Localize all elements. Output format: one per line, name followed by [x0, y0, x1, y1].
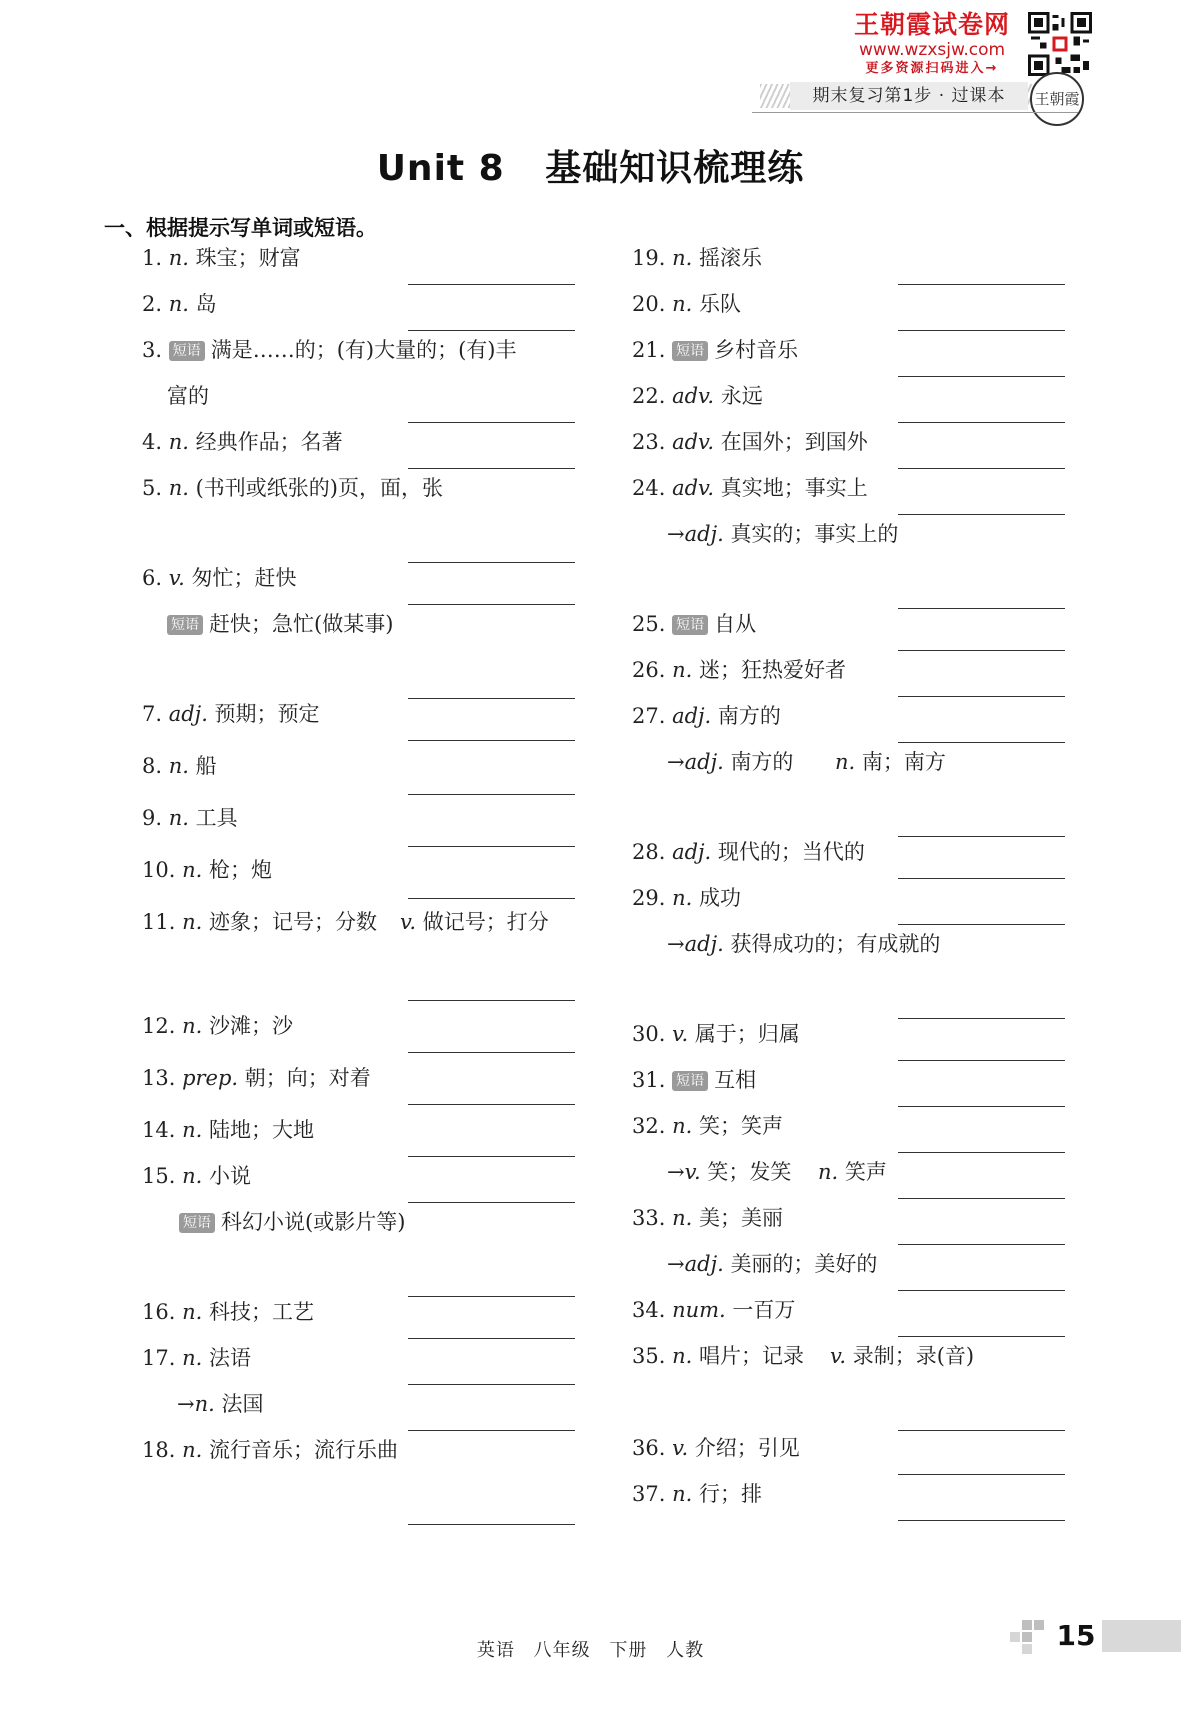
- item-meaning: 在国外；到国外: [720, 430, 868, 454]
- answer-blank[interactable]: [898, 608, 1065, 609]
- right-item: [632, 611, 756, 637]
- item-meaning: 一百万: [732, 1298, 796, 1322]
- item-meaning: 美丽的；美好的: [730, 1252, 878, 1276]
- item-meaning: 富的: [167, 384, 209, 408]
- answer-blank[interactable]: [898, 1430, 1065, 1431]
- answer-blank[interactable]: [898, 1290, 1065, 1291]
- item-meaning: 真实地；事实上: [720, 476, 868, 500]
- item-number: 12.: [142, 1014, 183, 1038]
- footer-text: 英语 八年级 下册 人教: [476, 1640, 705, 1661]
- part-of-speech: adj.: [168, 702, 215, 726]
- item-number: 24.: [632, 476, 673, 500]
- answer-blank[interactable]: [898, 376, 1065, 377]
- part-of-speech: n.: [168, 246, 196, 270]
- item-number: 13.: [142, 1066, 183, 1090]
- right-item: [632, 1205, 783, 1231]
- item-meaning: 工具: [195, 806, 238, 830]
- brand-url[interactable]: www.wzxsjw.com: [858, 40, 1006, 60]
- item-meaning: 朝；向；对着: [244, 1066, 371, 1090]
- item-number: 9.: [142, 806, 169, 830]
- arrow-prefix: →: [667, 932, 685, 956]
- answer-blank[interactable]: [898, 924, 1065, 925]
- item-meaning: 唱片；记录: [698, 1344, 804, 1368]
- item-number: 2.: [142, 292, 169, 316]
- item-meaning: 现代的；当代的: [717, 840, 865, 864]
- right-item: [667, 521, 898, 547]
- arrow-prefix: →: [667, 1160, 685, 1184]
- item-number: 4.: [142, 430, 169, 454]
- part-of-speech: v.: [168, 566, 192, 590]
- answer-blank[interactable]: [898, 1106, 1065, 1107]
- item-meaning: 小说: [208, 1164, 251, 1188]
- brand-more-text: 更多资源扫码进入→: [865, 61, 999, 76]
- phrase-tag: 短语: [179, 1213, 215, 1233]
- part-of-speech: adj.: [684, 1252, 731, 1276]
- part-of-speech: v.: [672, 1022, 695, 1046]
- item-meaning: 经典作品；名著: [195, 430, 343, 454]
- answer-blank[interactable]: [898, 330, 1065, 331]
- item-meaning: 笑声: [844, 1160, 887, 1184]
- item-number: 20.: [632, 292, 673, 316]
- right-item-extra: [830, 1343, 974, 1369]
- part-of-speech: n.: [182, 1164, 209, 1188]
- part-of-speech: prep.: [182, 1066, 245, 1090]
- phrase-tag: 短语: [169, 341, 205, 361]
- page-number: 15: [1056, 1619, 1096, 1652]
- right-item: [632, 885, 741, 911]
- part-of-speech: adv.: [672, 430, 721, 454]
- item-meaning: 预期；预定: [214, 702, 320, 726]
- item-meaning: 录制；录(音): [852, 1344, 975, 1368]
- item-meaning: 乡村音乐: [714, 338, 799, 362]
- part-of-speech: n.: [182, 1014, 209, 1038]
- item-number: 18.: [142, 1438, 183, 1462]
- item-number: 19.: [632, 246, 673, 270]
- right-item: [632, 1021, 800, 1047]
- part-of-speech: n.: [672, 1114, 699, 1138]
- part-of-speech: n.: [182, 1346, 209, 1370]
- part-of-speech: adj.: [684, 750, 731, 774]
- answer-blank[interactable]: [898, 468, 1065, 469]
- part-of-speech: adv.: [672, 476, 721, 500]
- item-number: 32.: [632, 1114, 673, 1138]
- item-meaning: 摇滚乐: [698, 246, 762, 270]
- item-meaning: 枪；炮: [208, 858, 272, 882]
- item-number: 23.: [632, 430, 673, 454]
- item-number: 33.: [632, 1206, 673, 1230]
- arrow-prefix: →: [667, 522, 685, 546]
- right-item: [632, 475, 868, 501]
- answer-blank[interactable]: [898, 1198, 1065, 1199]
- item-number: 11.: [142, 910, 183, 934]
- brand-name: 王朝霞试卷网: [853, 10, 1010, 39]
- part-of-speech: n.: [672, 246, 699, 270]
- item-meaning: 迹象；记号；分数: [208, 910, 377, 934]
- item-meaning: (书刊或纸张的)页，面，张: [195, 476, 443, 500]
- item-meaning: 科幻小说(或影片等): [221, 1210, 406, 1234]
- item-meaning: 匆忙；赶快: [191, 566, 297, 590]
- item-number: 10.: [142, 858, 183, 882]
- answer-blank[interactable]: [898, 1152, 1065, 1153]
- item-meaning: 获得成功的；有成就的: [730, 932, 941, 956]
- part-of-speech: adj.: [672, 840, 718, 864]
- item-meaning: 科技；工艺: [208, 1300, 314, 1324]
- part-of-speech: adj.: [684, 932, 731, 956]
- part-of-speech: n.: [672, 886, 699, 910]
- part-of-speech: n.: [835, 750, 862, 774]
- part-of-speech: n.: [182, 1118, 209, 1142]
- right-item: [632, 1481, 762, 1507]
- phrase-tag: 短语: [672, 1071, 708, 1091]
- item-number: 17.: [142, 1346, 183, 1370]
- item-number: 29.: [632, 886, 673, 910]
- right-item: [632, 291, 741, 317]
- right-item: [632, 839, 865, 865]
- item-number: 8.: [142, 754, 169, 778]
- item-meaning: 介绍；引见: [694, 1436, 800, 1460]
- right-item: [632, 429, 868, 455]
- item-meaning: 赶快；急忙(做某事): [209, 612, 394, 636]
- item-meaning: 南；南方: [861, 750, 946, 774]
- item-meaning: 沙滩；沙: [208, 1014, 293, 1038]
- answer-blank[interactable]: [898, 284, 1065, 285]
- part-of-speech: v.: [672, 1436, 695, 1460]
- item-meaning: 岛: [195, 292, 217, 316]
- part-of-speech: v.: [684, 1160, 708, 1184]
- answer-blank[interactable]: [898, 878, 1065, 879]
- item-number: 14.: [142, 1118, 183, 1142]
- part-of-speech: n.: [168, 430, 196, 454]
- item-number: 26.: [632, 658, 673, 682]
- series-label: 期末复习第1步 · 过课本: [790, 82, 1028, 110]
- part-of-speech: v.: [830, 1344, 853, 1368]
- right-item: [632, 337, 798, 363]
- item-meaning: 南方的: [730, 750, 794, 774]
- item-meaning: 属于；归属: [694, 1022, 800, 1046]
- right-item: [632, 1343, 804, 1369]
- part-of-speech: n.: [168, 754, 196, 778]
- answer-blank[interactable]: [898, 742, 1065, 743]
- part-of-speech: num.: [672, 1298, 733, 1322]
- arrow-prefix: →: [177, 1392, 195, 1416]
- part-of-speech: adv.: [672, 384, 721, 408]
- item-number: 35.: [632, 1344, 673, 1368]
- right-item: [667, 1251, 877, 1277]
- answer-blank[interactable]: [898, 1060, 1065, 1061]
- phrase-tag: 短语: [672, 615, 708, 635]
- item-meaning: 成功: [698, 886, 741, 910]
- item-number: 5.: [142, 476, 169, 500]
- part-of-speech: adj.: [684, 522, 731, 546]
- seal-logo: 王朝霞: [1030, 72, 1084, 126]
- item-meaning: 互相: [714, 1068, 757, 1092]
- answer-blank[interactable]: [898, 1474, 1065, 1475]
- item-number: 36.: [632, 1436, 673, 1460]
- right-item-extra: [835, 749, 946, 775]
- part-of-speech: n.: [182, 910, 209, 934]
- right-item: [632, 1113, 783, 1139]
- right-item: [632, 703, 781, 729]
- item-number: 25.: [632, 612, 673, 636]
- right-item: [632, 657, 846, 683]
- answer-blank[interactable]: [898, 836, 1065, 837]
- item-meaning: 真实的；事实上的: [730, 522, 899, 546]
- arrow-prefix: →: [667, 1252, 685, 1276]
- phrase-tag: 短语: [167, 615, 203, 635]
- part-of-speech: n.: [672, 1206, 699, 1230]
- part-of-speech: n.: [182, 1300, 209, 1324]
- part-of-speech: n.: [168, 476, 196, 500]
- part-of-speech: n.: [672, 292, 699, 316]
- answer-blank[interactable]: [898, 422, 1065, 423]
- part-of-speech: n.: [168, 292, 196, 316]
- part-of-speech: n.: [818, 1160, 845, 1184]
- answer-blank[interactable]: [898, 650, 1065, 651]
- right-item: [667, 931, 940, 957]
- right-item: [632, 1067, 756, 1093]
- item-number: 34.: [632, 1298, 673, 1322]
- item-number: 16.: [142, 1300, 183, 1324]
- item-meaning: 乐队: [698, 292, 741, 316]
- section-heading: 一、根据提示写单词或短语。: [104, 216, 377, 240]
- part-of-speech: v.: [400, 910, 423, 934]
- part-of-speech: n.: [182, 1438, 209, 1462]
- phrase-tag: 短语: [672, 341, 708, 361]
- page-number-bar: [1102, 1620, 1181, 1652]
- right-item: [667, 1159, 791, 1185]
- item-number: 28.: [632, 840, 673, 864]
- item-number: 1.: [142, 246, 169, 270]
- item-number: 6.: [142, 566, 169, 590]
- right-item-extra: [818, 1159, 887, 1185]
- item-meaning: 船: [195, 754, 217, 778]
- part-of-speech: n.: [672, 1482, 699, 1506]
- item-meaning: 自从: [714, 612, 757, 636]
- item-number: 22.: [632, 384, 673, 408]
- part-of-speech: n.: [168, 806, 196, 830]
- item-number: 21.: [632, 338, 673, 362]
- item-number: 30.: [632, 1022, 673, 1046]
- part-of-speech: n.: [194, 1392, 222, 1416]
- right-item: [632, 245, 762, 271]
- page-title: Unit 8 基础知识梳理练: [376, 148, 805, 189]
- item-meaning: 法国: [221, 1392, 264, 1416]
- item-number: 3.: [142, 338, 169, 362]
- part-of-speech: n.: [672, 1344, 699, 1368]
- right-item: [632, 383, 763, 409]
- answer-blank[interactable]: [898, 696, 1065, 697]
- answer-blank[interactable]: [898, 514, 1065, 515]
- item-meaning: 满是……的；(有)大量的；(有)丰: [210, 338, 517, 362]
- answer-blank[interactable]: [898, 1018, 1065, 1019]
- answer-blank[interactable]: [898, 1520, 1065, 1521]
- item-number: 31.: [632, 1068, 673, 1092]
- item-meaning: 南方的: [717, 704, 781, 728]
- part-of-speech: adj.: [672, 704, 718, 728]
- item-meaning: 迷；狂热爱好者: [698, 658, 846, 682]
- item-meaning: 永远: [720, 384, 763, 408]
- answer-blank[interactable]: [898, 1244, 1065, 1245]
- item-number: 15.: [142, 1164, 183, 1188]
- right-item: [667, 749, 793, 775]
- item-meaning: 笑；笑声: [698, 1114, 783, 1138]
- item-meaning: 陆地；大地: [208, 1118, 314, 1142]
- right-item: [632, 1297, 795, 1323]
- item-number: 27.: [632, 704, 673, 728]
- answer-blank[interactable]: [898, 1336, 1065, 1337]
- item-number: 7.: [142, 702, 169, 726]
- item-number: 37.: [632, 1482, 673, 1506]
- right-item: [632, 1435, 800, 1461]
- item-meaning: 做记号；打分: [422, 910, 549, 934]
- item-meaning: 珠宝；财富: [195, 246, 301, 270]
- item-meaning: 法语: [208, 1346, 251, 1370]
- item-meaning: 美；美丽: [698, 1206, 783, 1230]
- part-of-speech: n.: [672, 658, 699, 682]
- item-meaning: 流行音乐；流行乐曲: [208, 1438, 398, 1462]
- arrow-prefix: →: [667, 750, 685, 774]
- part-of-speech: n.: [182, 858, 209, 882]
- item-meaning: 行；排: [698, 1482, 762, 1506]
- item-meaning: 笑；发笑: [707, 1160, 792, 1184]
